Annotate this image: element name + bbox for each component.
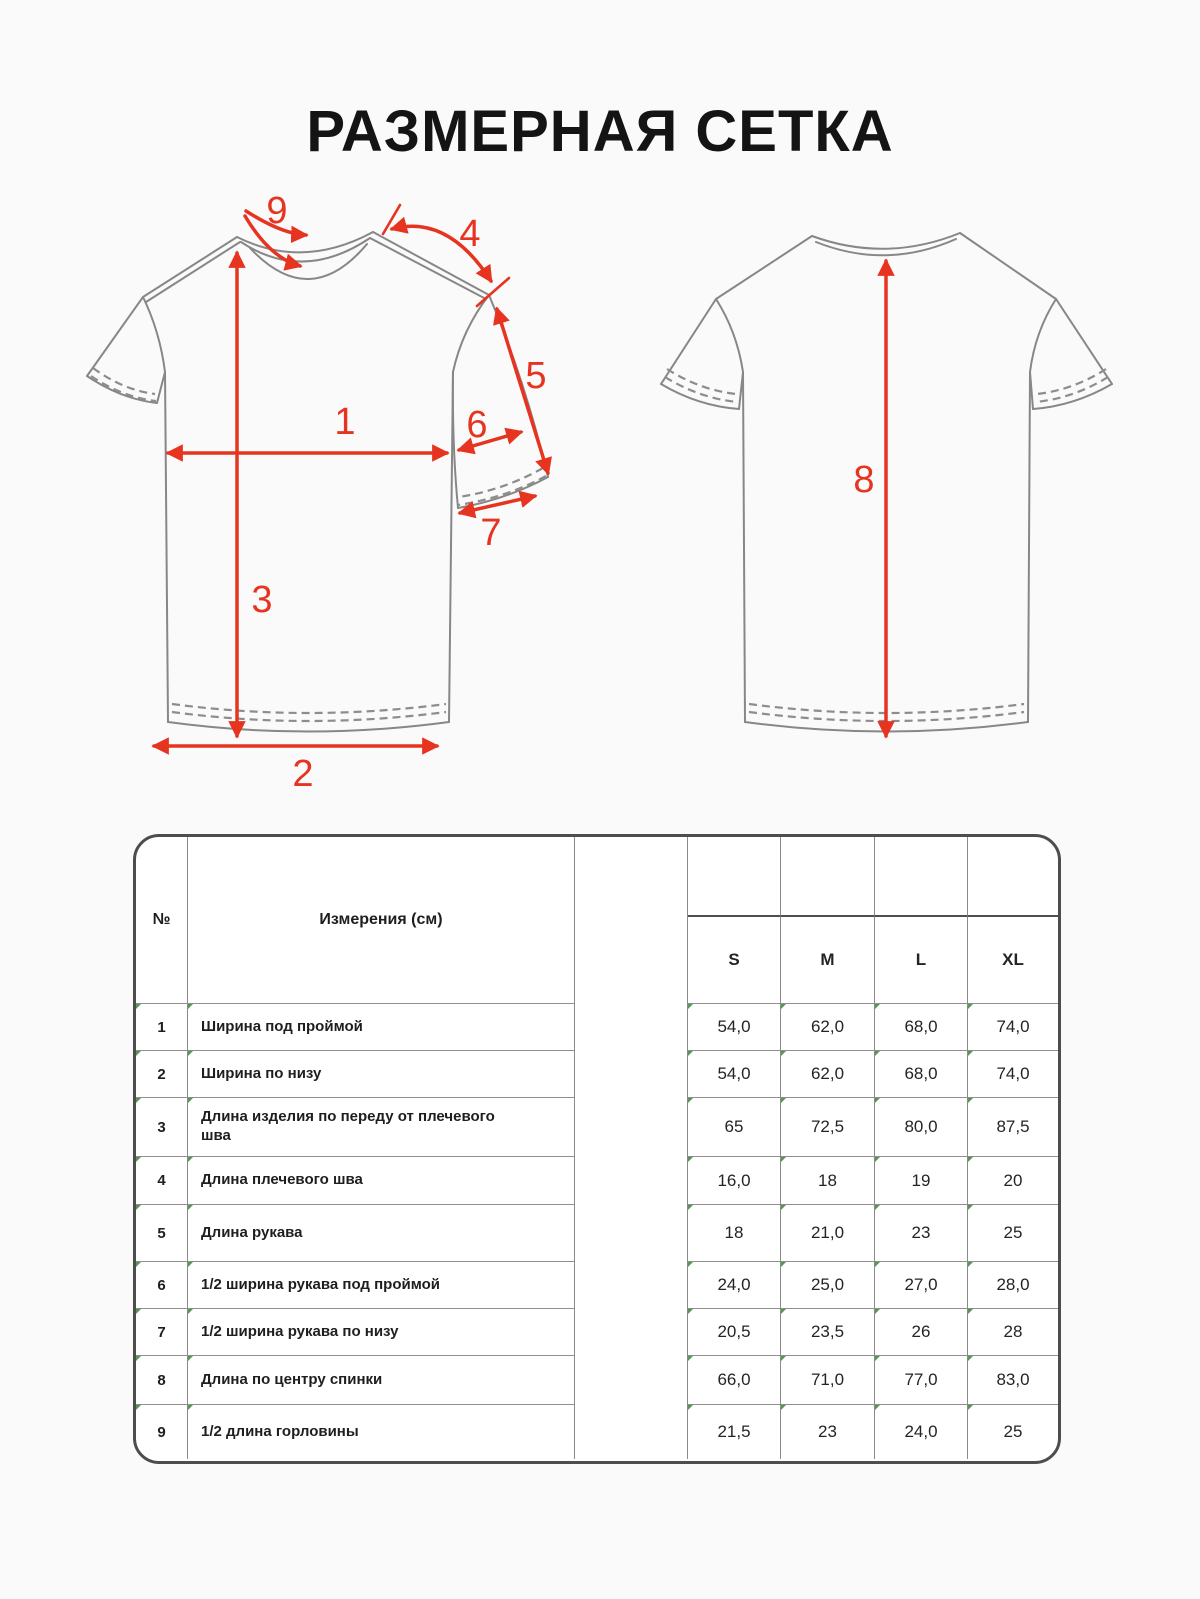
table-row — [136, 1156, 1058, 1204]
value-m: 72,5 — [781, 1097, 875, 1156]
value-l: 23 — [875, 1204, 968, 1261]
value-l: 27,0 — [875, 1261, 968, 1308]
value-m: 23 — [781, 1404, 875, 1459]
value-m: 25,0 — [781, 1261, 875, 1308]
table-row — [136, 1308, 1058, 1355]
measure-mark-9: 9 — [266, 190, 288, 232]
measure-mark-5: 5 — [525, 355, 547, 397]
value-l: 77,0 — [875, 1355, 968, 1404]
spacer-column — [574, 837, 688, 1003]
measure-label: Длина плечевого шва — [188, 1156, 574, 1204]
measure-mark-3: 3 — [251, 579, 273, 621]
value-m: 71,0 — [781, 1355, 875, 1404]
value-xl: 87,5 — [968, 1097, 1058, 1156]
row-number: 5 — [136, 1204, 188, 1261]
value-l: 24,0 — [875, 1404, 968, 1459]
size-header-l: L — [875, 917, 968, 1003]
sizes-header-empty-row — [688, 837, 1058, 917]
tshirt-measurement-diagram — [0, 170, 1200, 810]
sizes-header-labels-row — [688, 917, 1058, 1003]
measure-label: 1/2 длина горловины — [188, 1404, 574, 1459]
value-xl: 83,0 — [968, 1355, 1058, 1404]
row-number: 2 — [136, 1050, 188, 1097]
measure-mark-7: 7 — [480, 512, 502, 554]
value-l: 26 — [875, 1308, 968, 1355]
measure-label: Ширина по низу — [188, 1050, 574, 1097]
value-m: 21,0 — [781, 1204, 875, 1261]
value-s: 54,0 — [688, 1050, 781, 1097]
column-header-measure: Измерения (см) — [319, 911, 443, 928]
measure-mark-1: 1 — [334, 401, 356, 443]
row-number: 3 — [136, 1097, 188, 1156]
size-header-xl: XL — [1002, 950, 1024, 969]
measure-mark-4: 4 — [459, 213, 481, 255]
value-s: 65 — [688, 1097, 781, 1156]
value-l: 68,0 — [875, 1050, 968, 1097]
row-number: 9 — [136, 1404, 188, 1459]
size-header-s: S — [688, 917, 781, 1003]
table-row — [136, 1204, 1058, 1261]
value-xl: 74,0 — [968, 1003, 1058, 1050]
value-m: 18 — [781, 1156, 875, 1204]
measure-label: Длина по центру спинки — [188, 1355, 574, 1404]
table-row — [136, 1003, 1058, 1050]
value-m: 23,5 — [781, 1308, 875, 1355]
value-xl: 74,0 — [968, 1050, 1058, 1097]
table-row — [136, 1050, 1058, 1097]
front-hem-stitch — [172, 704, 446, 713]
value-s: 24,0 — [688, 1261, 781, 1308]
value-s: 54,0 — [688, 1003, 781, 1050]
measure-label: Ширина под проймой — [188, 1003, 574, 1050]
value-s: 66,0 — [688, 1355, 781, 1404]
row-number: 8 — [136, 1355, 188, 1404]
table-row — [136, 1261, 1058, 1308]
measure-mark-2: 2 — [292, 753, 314, 795]
row-number: 1 — [136, 1003, 188, 1050]
column-header-no: № — [136, 837, 188, 1003]
measurement-labels — [251, 190, 874, 795]
row-number: 4 — [136, 1156, 188, 1204]
value-l: 68,0 — [875, 1003, 968, 1050]
value-xl: 25 — [968, 1404, 1058, 1459]
value-l: 19 — [875, 1156, 968, 1204]
value-xl: 28,0 — [968, 1261, 1058, 1308]
value-xl: 25 — [968, 1204, 1058, 1261]
table-row — [136, 1097, 1058, 1156]
sizes-header-group — [688, 837, 1058, 1003]
value-m: 62,0 — [781, 1050, 875, 1097]
row-number: 7 — [136, 1308, 188, 1355]
value-xl: 20 — [968, 1156, 1058, 1204]
page-title: РАЗМЕРНАЯ СЕТКА — [306, 99, 894, 164]
measurement-arrows — [154, 205, 886, 746]
measure-label: 1/2 ширина рукава по низу — [188, 1308, 574, 1355]
value-s: 20,5 — [688, 1308, 781, 1355]
value-l: 80,0 — [875, 1097, 968, 1156]
size-header-m: M — [781, 917, 875, 1003]
size-table — [133, 834, 1061, 1464]
measure-mark-6: 6 — [466, 404, 488, 446]
value-s: 16,0 — [688, 1156, 781, 1204]
row-number: 6 — [136, 1261, 188, 1308]
value-m: 62,0 — [781, 1003, 875, 1050]
measure-label: Длина изделия по переду от плечевого шва — [188, 1097, 574, 1156]
front-shirt-outline — [87, 232, 548, 732]
size-table-header — [136, 837, 1058, 1003]
table-row — [136, 1404, 1058, 1459]
measure-label: Длина рукава — [188, 1204, 574, 1261]
value-s: 18 — [688, 1204, 781, 1261]
measure-mark-8: 8 — [853, 459, 875, 501]
value-xl: 28 — [968, 1308, 1058, 1355]
table-row — [136, 1355, 1058, 1404]
measure-label: 1/2 ширина рукава под проймой — [188, 1261, 574, 1308]
value-s: 21,5 — [688, 1404, 781, 1459]
